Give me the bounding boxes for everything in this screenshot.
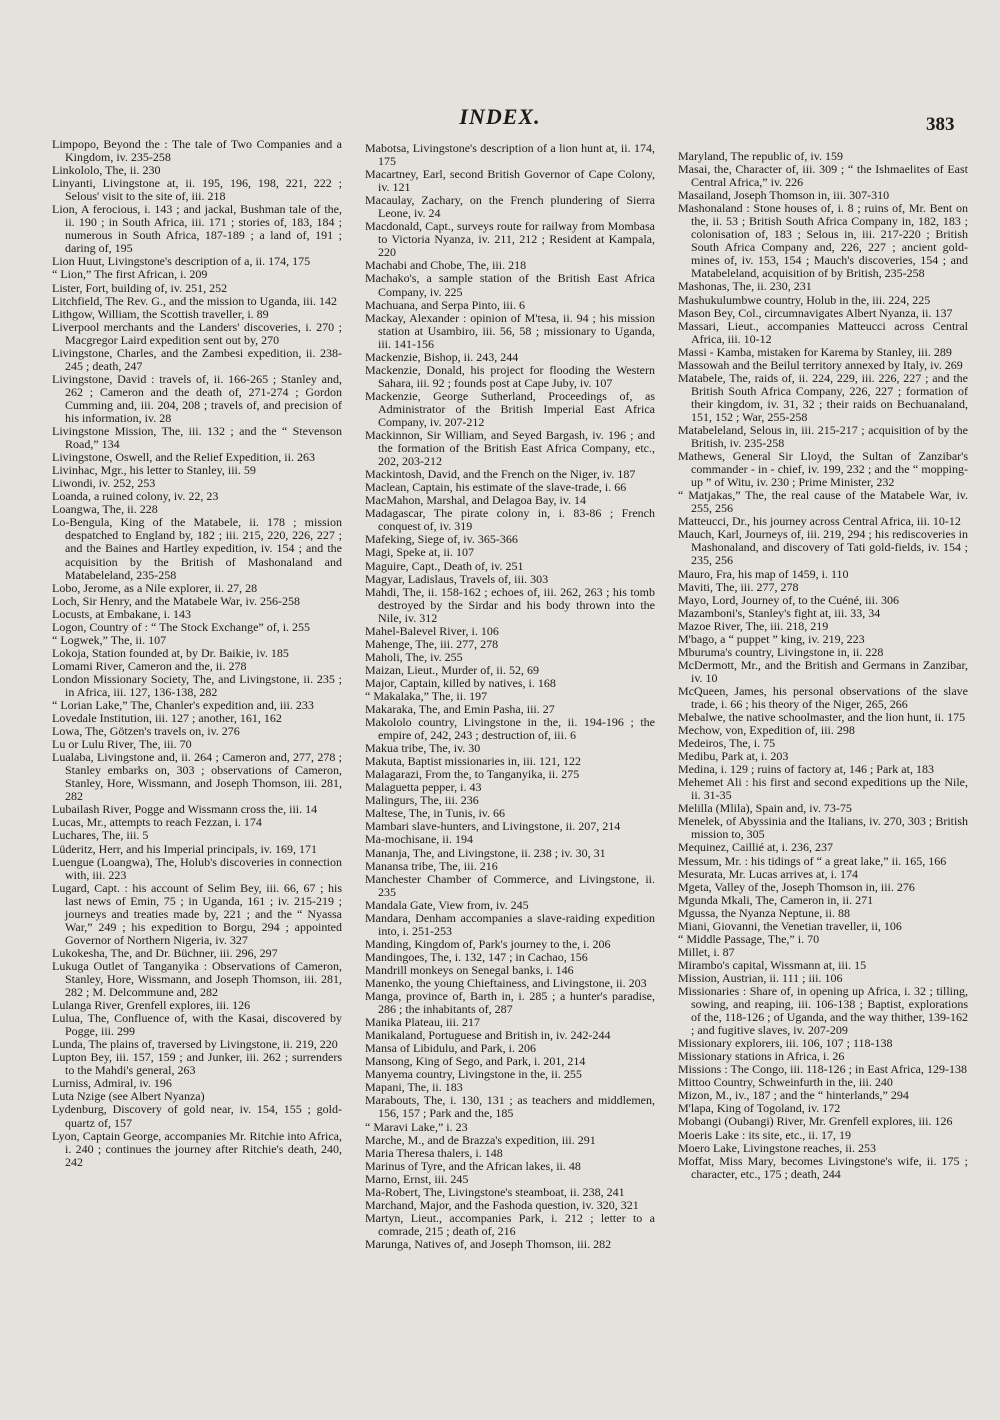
index-entry: “ Middle Passage, The,” i. 70 <box>678 931 820 946</box>
index-entry: Medina, i. 129 ; ruins of factory at, 146 ; Park at, 183 <box>678 762 934 777</box>
index-entry: M'lapa, King of Togoland, iv. 172 <box>678 1101 841 1116</box>
index-entry: Mebalwe, the native schoolmaster, and the lion hunt, ii. 175 <box>678 710 966 725</box>
index-entry: Masailand, Joseph Thomson in, iii. 307-310 <box>678 188 890 203</box>
index-entry: Mgussa, the Nyanza Neptune, ii. 88 <box>678 905 850 920</box>
index-entry: Makaraka, The, and Emin Pasha, iii. 27 <box>365 702 555 717</box>
index-entry: Missionaries : Share of, in opening up Africa, i. 32 ; tilling, sowing, and reaping, iii. 106-138 ; Baptist, explorations of the, 118-126 ; of Uganda, and the way thither, 139-162 ; and fugitive slaves, iv. 207-209 <box>678 984 968 1038</box>
index-entry: Mackinnon, Sir William, and Seyed Bargash, iv. 196 ; and the formation of the British East Africa Company, etc., 202, 203-212 <box>365 428 655 469</box>
index-entry: Mirambo's capital, Wissmann at, iii. 15 <box>678 957 867 972</box>
index-entry: Livingstone, Charles, and the Zambesi expedition, ii. 238-245 ; death, 247 <box>52 345 342 373</box>
index-entry: M'bago, a “ puppet ” king, iv. 219, 223 <box>678 631 865 646</box>
index-entry: Manchester Chamber of Commerce, and Livingstone, ii. 235 <box>365 871 655 899</box>
index-entry: Marinus of Tyre, and the African lakes, ii. 48 <box>365 1158 581 1173</box>
index-entry: McDermott, Mr., and the British and Germans in Zanzibar, iv. 10 <box>678 657 968 685</box>
index-entry: Matabele, The, raids of, ii. 224, 229, iii. 226, 227 ; and the British South Africa Company, 226, 227 ; formation of their kingdom, iv. 31, 32 ; their raids on Bechuanaland, 151, 152 ; War, 255-258 <box>678 370 968 424</box>
index-entry: Mburuma's country, Livingstone in, ii. 228 <box>678 644 884 659</box>
index-entry: Mehemet Ali : his first and second expeditions up the Nile, ii. 31-35 <box>678 775 968 803</box>
index-entry: Manika Plateau, iii. 217 <box>365 1015 480 1030</box>
index-entry: Mambari slave-hunters, and Livingstone, ii. 207, 214 <box>365 819 621 834</box>
index-entry: “ Maravi Lake,” i. 23 <box>365 1119 468 1134</box>
index-entry: Mauch, Karl, Journeys of, iii. 219, 294 ; his rediscoveries in Mashonaland, and discovery of Tati gold-fields, iv. 154 ; 235, 256 <box>678 527 968 568</box>
index-entry: Mansa of Libidulu, and Park, i. 206 <box>365 1041 536 1056</box>
index-entry: Mabotsa, Livingstone's description of a lion hunt at, ii. 174, 175 <box>365 141 655 169</box>
index-entry: Lugard, Capt. : his account of Selim Bey, iii. 66, 67 ; his last news of Emin, 75 ; in Uganda, 161 ; iv. 215-219 ; journeys and treaties made by, 221 ; and the “ Nyassa War,” 249 ; his expedition to Borgu, 294 ; appointed Governor of Northern Nigeria, iv. 327 <box>52 880 342 947</box>
index-entry: Mobangi (Oubangi) River, Mr. Grenfell explores, iii. 126 <box>678 1114 953 1129</box>
index-entry: Maviti, The, iii. 277, 278 <box>678 579 799 594</box>
index-entry: Mgunda Mkali, The, Cameron in, ii. 271 <box>678 892 874 907</box>
index-entry: Mandala Gate, View from, iv. 245 <box>365 897 529 912</box>
index-entry: Lomami River, Cameron and the, ii. 278 <box>52 658 247 673</box>
index-entry: Mackintosh, David, and the French on the Niger, iv. 187 <box>365 467 636 482</box>
index-entry: “ Lorian Lake,” The, Chanler's expedition and, iii. 233 <box>52 698 314 713</box>
index-entry: Mahel-Balevel River, i. 106 <box>365 623 499 638</box>
index-entry: Mapani, The, ii. 183 <box>365 1080 463 1095</box>
index-entry: Maria Theresa thalers, i. 148 <box>365 1145 503 1160</box>
index-entry: Macaulay, Zachary, on the French plundering of Sierra Leone, iv. 24 <box>365 193 655 221</box>
index-entry: Livingstone, David : travels of, ii. 166-265 ; Stanley and, 262 ; Cameron and the death of, 271-274 ; Gordon Cumming and, iii. 204, 208 ; travels of, and precision of his information, iv. 28 <box>52 371 342 425</box>
index-entry: Loanda, a ruined colony, iv. 22, 23 <box>52 489 219 504</box>
index-entry: Lukokesha, The, and Dr. Büchner, iii. 296, 297 <box>52 945 278 960</box>
index-entry: Livingstone, Oswell, and the Relief Expedition, ii. 263 <box>52 450 315 465</box>
index-entry: Maizan, Lieut., Murder of, ii. 52, 69 <box>365 662 539 677</box>
index-entry: Mgeta, Valley of the, Joseph Thomson in, iii. 276 <box>678 879 915 894</box>
running-header: INDEX. <box>459 104 541 129</box>
index-entry: Missions : The Congo, iii. 118-126 ; in East Africa, 129-138 <box>678 1062 967 1077</box>
index-entry: Logon, Country of : “ The Stock Exchange” of, i. 255 <box>52 619 311 634</box>
index-entry: “ Lion,” The first African, i. 209 <box>52 267 208 282</box>
index-entry: Lokoja, Station founded at, by Dr. Baikie, iv. 185 <box>52 645 289 660</box>
index-entry: Makua tribe, The, iv. 30 <box>365 741 481 756</box>
index-entry: Lovedale Institution, iii. 127 ; another, 161, 162 <box>52 711 282 726</box>
index-entry: Mafeking, Siege of, iv. 365-366 <box>365 532 518 547</box>
index-entry: Machako's, a sample station of the British East Africa Company, iv. 225 <box>365 271 655 299</box>
index-entry: Lulanga River, Grenfell explores, iii. 126 <box>52 998 251 1013</box>
index-entry: Luta Nzige (see Albert Nyanza) <box>52 1089 205 1104</box>
index-entry: Massowah and the Beilul territory annexed by Italy, iv. 269 <box>678 357 963 372</box>
index-entry: Mahdi, The, ii. 158-162 ; echoes of, iii. 262, 263 ; his tomb destroyed by the Sirdar and his body thrown into the Nile, iv. 312 <box>365 584 655 625</box>
index-entry: Machabi and Chobe, The, iii. 218 <box>365 258 527 273</box>
index-entry: Mittoo Country, Schweinfurth in the, iii. 240 <box>678 1075 893 1090</box>
index-entry: Mashukulumbwe country, Holub in the, iii. 224, 225 <box>678 292 931 307</box>
index-entry: Mechow, von, Expedition of, iii. 298 <box>678 723 855 738</box>
index-entry: Lydenburg, Discovery of gold near, iv. 154, 155 ; gold-quartz of, 157 <box>52 1102 342 1130</box>
index-entry: Moero Lake, Livingstone reaches, ii. 253 <box>678 1140 876 1155</box>
index-entry: Medeiros, The, i. 75 <box>678 736 776 751</box>
index-entry: Liwondi, iv. 252, 253 <box>52 476 156 491</box>
index-entry: Maholi, The, iv. 255 <box>365 649 463 664</box>
index-entry: “ Logwek,” The, ii. 107 <box>52 632 167 647</box>
index-entry: Manding, Kingdom of, Park's journey to the, i. 206 <box>365 936 611 951</box>
index-entry: Massi - Kamba, mistaken for Karema by Stanley, iii. 289 <box>678 344 952 359</box>
index-entry: Mackenzie, George Sutherland, Proceedings of, as Administrator of the British Imperial East Africa Company, iv. 207-212 <box>365 388 655 429</box>
index-entry: Mahenge, The, iii. 277, 278 <box>365 636 499 651</box>
index-entry: Maclean, Captain, his estimate of the slave-trade, i. 66 <box>365 480 627 495</box>
index-entry: Lulua, The, Confluence of, with the Kasai, discovered by Pogge, iii. 299 <box>52 1011 342 1039</box>
index-entry: Messum, Mr. : his tidings of “ a great lake,” ii. 165, 166 <box>678 853 947 868</box>
index-entry: Linyanti, Livingstone at, ii. 195, 196, 198, 221, 222 ; Selous' visit to the site of, iii. 218 <box>52 176 342 204</box>
index-entry: Millet, i. 87 <box>678 944 735 959</box>
index-entry: Mason Bey, Col., circumnavigates Albert Nyanza, ii. 137 <box>678 305 953 320</box>
index-entry: MacMahon, Marshal, and Delagoa Bay, iv. 14 <box>365 493 587 508</box>
index-entry: Maguire, Capt., Death of, iv. 251 <box>365 558 524 573</box>
index-entry: Mayo, Lord, Journey of, to the Cuéné, iii. 306 <box>678 592 899 607</box>
index-entry: Melilla (Mlila), Spain and, iv. 73-75 <box>678 801 852 816</box>
index-entry: Marunga, Natives of, and Joseph Thomson, iii. 282 <box>365 1236 612 1251</box>
index-entry: Mandara, Denham accompanies a slave-raiding expedition into, i. 251-253 <box>365 910 655 938</box>
index-entry: Lucas, Mr., attempts to reach Fezzan, i. 174 <box>52 815 262 830</box>
index-entry: Lüderitz, Herr, and his Imperial principals, iv. 169, 171 <box>52 841 318 856</box>
index-entry: Locusts, at Embakane, i. 143 <box>52 606 191 621</box>
index-entry: Maltese, The, in Tunis, iv. 66 <box>365 806 506 821</box>
index-entry: Mansong, King of Sego, and Park, i. 201, 214 <box>365 1054 586 1069</box>
index-entry: Miani, Giovanni, the Venetian traveller, ii, 106 <box>678 918 902 933</box>
index-entry: Moeris Lake : its site, etc., ii. 17, 19 <box>678 1127 851 1142</box>
index-entry: Major, Captain, killed by natives, i. 168 <box>365 675 556 690</box>
index-entry: Livinhac, Mgr., his letter to Stanley, iii. 59 <box>52 463 256 478</box>
index-entry: Mashonaland : Stone houses of, i. 8 ; ruins of, Mr. Bent on the, ii. 53 ; British South Africa Company in, 182, 183 ; colonisation of, 183 ; Selous in, iii. 217-220 ; British South Africa Company and, 226, 227 ; ancient gold-mines of, iv. 153, 154 ; Mauch's discoveries, 154 ; and Matabeleland, acquisition of by British, 235-258 <box>678 201 968 281</box>
index-entry: Magi, Speke at, ii. 107 <box>365 545 474 560</box>
index-column-left <box>52 138 342 1169</box>
index-entry: Mandrill monkeys on Senegal banks, i. 146 <box>365 962 574 977</box>
index-entry: Macartney, Earl, second British Governor of Cape Colony, iv. 121 <box>365 167 655 195</box>
index-entry: Lister, Fort, building of, iv. 251, 252 <box>52 280 228 295</box>
index-entry: Makololo country, Livingstone in the, ii. 194-196 ; the empire of, 242, 243 ; destruction of, iii. 6 <box>365 715 655 743</box>
index-entry: Marchand, Major, and the Fashoda question, iv. 320, 321 <box>365 1197 639 1212</box>
index-entry: Loangwa, The, ii. 228 <box>52 502 158 517</box>
index-entry: Manyema country, Livingstone in the, ii. 255 <box>365 1067 582 1082</box>
index-entry: Mazamboni's, Stanley's fight at, iii. 33, 34 <box>678 605 881 620</box>
index-entry: Mequinez, Caillié at, i. 236, 237 <box>678 840 833 855</box>
index-entry: Mizon, M., iv., 187 ; and the “ hinterlands,” 294 <box>678 1088 909 1103</box>
index-entry: Mackay, Alexander : opinion of M'tesa, ii. 94 ; his mission station at Usambiro, iii. 56, 58 ; missionary to Uganda, iii. 141-156 <box>365 310 655 351</box>
index-entry: Manansa tribe, The, iii. 216 <box>365 858 498 873</box>
index-entry: McQueen, James, his personal observations of the slave trade, i. 66 ; his theory of the Niger, 265, 266 <box>678 683 968 711</box>
index-entry: Lunda, The plains of, traversed by Livingstone, ii. 219, 220 <box>52 1037 338 1052</box>
index-entry: Lurniss, Admiral, iv. 196 <box>52 1076 172 1091</box>
index-entry: Mauro, Fra, his map of 1459, i. 110 <box>678 566 849 581</box>
index-entry: Malingurs, The, iii. 236 <box>365 793 479 808</box>
index-entry: Medibu, Park at, i. 203 <box>678 749 789 764</box>
index-entry: Ma-Robert, The, Livingstone's steamboat, ii. 238, 241 <box>365 1184 625 1199</box>
index-entry: Lobo, Jerome, as a Nile explorer, ii. 27, 28 <box>52 580 258 595</box>
index-entry: Maryland, The republic of, iv. 159 <box>678 149 843 163</box>
index-entry: Mackenzie, Donald, his project for flooding the Western Sahara, iii. 92 ; founds post at Cape Juby, iv. 107 <box>365 362 655 390</box>
index-entry: Lyon, Captain George, accompanies Mr. Ritchie into Africa, i. 240 ; continues the journey after Ritchie's death, 240, 242 <box>52 1128 342 1169</box>
index-entry: Loch, Sir Henry, and the Matabele War, iv. 256-258 <box>52 593 301 608</box>
index-column-middle <box>365 142 655 1251</box>
index-entry: Missionary stations in Africa, i. 26 <box>678 1049 845 1064</box>
index-entry: Mathews, General Sir Lloyd, the Sultan of Zanzibar's commander - in - chief, iv. 199, 232 ; and the “ mopping-up ” of Witu, iv. 230 ; Prime Minister, 232 <box>678 449 968 490</box>
index-entry: Lithgow, William, the Scottish traveller, i. 89 <box>52 306 269 321</box>
index-entry: Limpopo, Beyond the : The tale of Two Companies and a Kingdom, iv. 235-258 <box>52 137 342 165</box>
index-entry: Mission, Austrian, ii. 111 ; iii. 106 <box>678 970 843 985</box>
index-entry: Masai, the, Character of, iii. 309 ; “ the Ishmaelites of East Central Africa,” iv. 226 <box>678 162 968 190</box>
index-entry: Madagascar, The pirate colony in, i. 83-86 ; French conquest of, iv. 319 <box>365 506 655 534</box>
index-entry: Lion Huut, Livingstone's description of a, ii. 174, 175 <box>52 254 311 269</box>
index-entry: Linkololo, The, ii. 230 <box>52 163 161 178</box>
index-entry: Lu or Lulu River, The, iii. 70 <box>52 737 192 752</box>
index-entry: Luengue (Loangwa), The, Holub's discoveries in connection with, iii. 223 <box>52 854 342 882</box>
index-entry: Lukuga Outlet of Tanganyika : Observations of Cameron, Stanley, Hore, Wissmann, and Joseph Thomson, iii. 281, 282 ; M. Delcommune and, 282 <box>52 958 342 1000</box>
index-entry: Matteucci, Dr., his journey across Central Africa, iii. 10-12 <box>678 514 961 529</box>
index-entry: Malagarazi, From the, to Tanganyika, ii. 275 <box>365 767 580 782</box>
index-entry: Marno, Ernst, iii. 245 <box>365 1171 469 1186</box>
index-entry: Manikaland, Portuguese and British in, iv. 242-244 <box>365 1028 611 1043</box>
index-entry: Manga, province of, Barth in, i. 285 ; a hunter's paradise, 286 ; the inhabitants of, 287 <box>365 989 655 1017</box>
index-entry: Lion, A ferocious, i. 143 ; and jackal, Bushman tale of the, ii. 190 ; in South Africa, iii. 171 ; stories of, 183, 184 ; numerous in South Africa, 187-189 ; a land of, 191 ; daring of, 195 <box>52 202 342 256</box>
index-entry: Mesurata, Mr. Lucas arrives at, i. 174 <box>678 866 858 881</box>
index-entry: Menelek, of Abyssinia and the Italians, iv. 270, 303 ; British mission to, 305 <box>678 814 968 842</box>
index-entry: Mazoe River, The, iii. 218, 219 <box>678 618 829 633</box>
index-entry: Liverpool merchants and the Landers' discoveries, i. 270 ; Macgregor Laird expedition sent out by, 270 <box>52 319 342 347</box>
index-entry: Marche, M., and de Brazza's expedition, iii. 291 <box>365 1132 596 1147</box>
index-entry: Macdonald, Capt., surveys route for railway from Mombasa to Victoria Nyanza, iv. 211, 212 ; Resident at Kampala, 220 <box>365 219 655 260</box>
index-entry: London Missionary Society, The, and Livingstone, ii. 235 ; in Africa, iii. 127, 136-138, 282 <box>52 671 342 699</box>
index-entry: Lowa, The, Götzen's travels on, iv. 276 <box>52 724 240 739</box>
index-entry: Lo-Bengula, King of the Matabele, ii. 178 ; mission despatched to England by, 182 ; iii. 215, 220, 226, 227 ; and the Baines and Hartley expedition, iv. 154 ; and the acquisition by the British of Mashonaland and Matabeleland, 235-258 <box>52 515 342 582</box>
index-entry: Massari, Lieut., accompanies Matteucci across Central Africa, iii. 10-12 <box>678 318 968 346</box>
index-entry: Machuana, and Serpa Pinto, iii. 6 <box>365 297 525 312</box>
index-entry: Mandingoes, The, i. 132, 147 ; in Cachao, 156 <box>365 949 588 964</box>
index-entry: Malaguetta pepper, i. 43 <box>365 780 482 795</box>
index-entry: Moffat, Miss Mary, becomes Livingstone's wife, ii. 175 ; character, etc., 175 ; death, 244 <box>678 1153 968 1181</box>
index-entry: Mananja, The, and Livingstone, ii. 238 ; iv. 30, 31 <box>365 845 606 860</box>
index-entry: Mashonas, The, ii. 230, 231 <box>678 279 812 294</box>
index-entry: Manenko, the young Chieftainess, and Livingstone, ii. 203 <box>365 976 647 990</box>
index-entry: Livingstone Mission, The, iii. 132 ; and the “ Stevenson Road,” 134 <box>52 424 342 452</box>
index-entry: Ma-mochisane, ii. 194 <box>365 832 473 847</box>
index-entry: Lubailash River, Pogge and Wissmann cross the, iii. 14 <box>52 802 318 817</box>
index-entry: “ Matjakas,” The, the real cause of the Matabele War, iv. 255, 256 <box>678 488 968 516</box>
page-number: 383 <box>926 114 955 135</box>
index-entry: Missionary explorers, iii. 106, 107 ; 118-138 <box>678 1036 893 1051</box>
index-column-right <box>678 150 968 1181</box>
index-entry: “ Makalaka,” The, ii. 197 <box>365 688 488 703</box>
index-entry: Lualaba, Livingstone and, ii. 264 ; Cameron and, 277, 278 ; Stanley embarks on, 303 ; observations of Cameron, Stanley, Hore, Wissmann, and Joseph Thomson, iii. 281, 282 <box>52 750 342 804</box>
index-entry: Matabeleland, Selous in, iii. 215-217 ; acquisition of by the British, iv. 235-258 <box>678 422 968 451</box>
index-entry: Litchfield, The Rev. G., and the mission to Uganda, iii. 142 <box>52 293 337 308</box>
index-entry: Magyar, Ladislaus, Travels of, iii. 303 <box>365 571 549 586</box>
index-entry: Lupton Bey, iii. 157, 159 ; and Junker, iii. 262 ; surrenders to the Mahdi's general, 263 <box>52 1050 342 1078</box>
index-entry: Martyn, Lieut., accompanies Park, i. 212 ; letter to a comrade, 215 ; death of, 216 <box>365 1210 655 1238</box>
index-entry: Makuta, Baptist missionaries in, iii. 121, 122 <box>365 754 581 769</box>
index-entry: Luchares, The, iii. 5 <box>52 828 149 843</box>
index-entry: Marabouts, The, i. 130, 131 ; as teachers and middlemen, 156, 157 ; Park and the, 185 <box>365 1093 655 1121</box>
index-entry: Mackenzie, Bishop, ii. 243, 244 <box>365 349 519 364</box>
